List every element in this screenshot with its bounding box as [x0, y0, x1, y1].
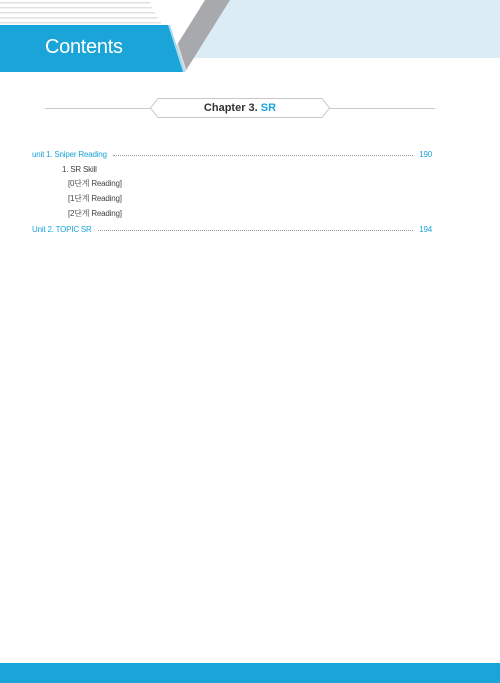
toc-page-number: 194 [419, 225, 432, 234]
toc-entry-step-1[interactable] [32, 189, 432, 204]
toc-entry-step-2[interactable] [32, 204, 432, 219]
dot-leader [98, 230, 414, 231]
page-title: Contents [45, 36, 123, 58]
toc-entry-step-0[interactable] [32, 174, 432, 189]
chapter-banner [45, 98, 435, 120]
toc-page-number: 190 [419, 150, 432, 159]
toc-entry-label: unit 1. Sniper Reading [32, 150, 107, 159]
chapter-heading [150, 98, 330, 118]
toc-entry-label: [0단계 Reading] [68, 179, 122, 188]
chapter-title: SR [260, 102, 277, 114]
toc-entry-unit-1[interactable] [32, 144, 432, 159]
toc-entry-label: 1. SR Skill [62, 165, 97, 174]
toc-entry-label: [2단계 Reading] [68, 209, 122, 218]
toc-entry-label: Unit 2. TOPIC SR [32, 225, 92, 234]
table-of-contents [32, 144, 432, 234]
dot-leader [113, 155, 413, 156]
toc-entry-label: [1단계 Reading] [68, 194, 122, 203]
chapter-prefix: Chapter 3. [203, 102, 258, 114]
toc-entry-sr-skill[interactable] [32, 159, 432, 174]
toc-entry-unit-2[interactable] [32, 219, 432, 234]
footer-bar [0, 663, 500, 683]
